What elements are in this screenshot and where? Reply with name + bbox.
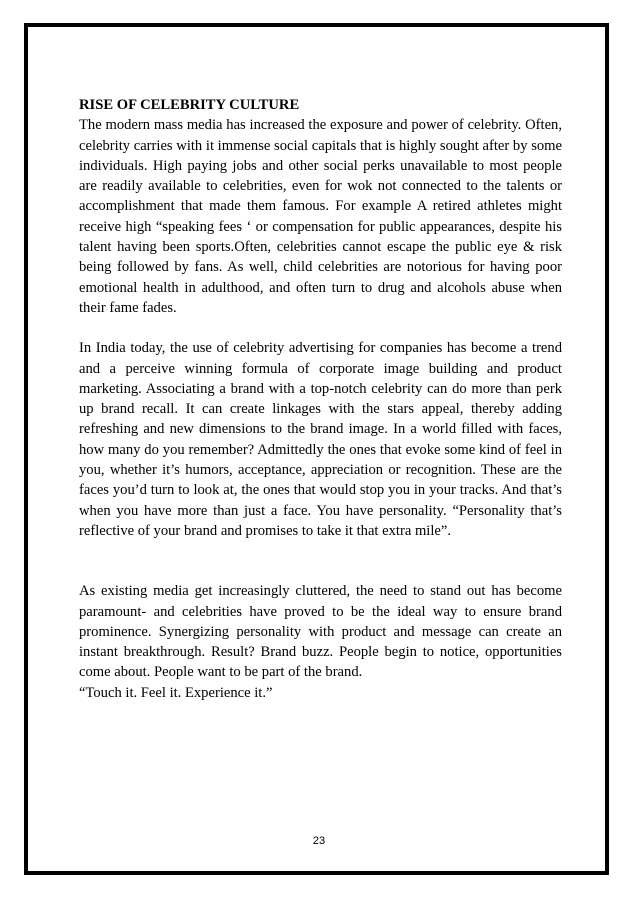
paragraph-celebrity-culture: The modern mass media has increased the exposure and power of celebrity. Often, celebrity carries with it immense social capitals that is highly sought after by some individuals. High paying jobs and other social perks unavailable to most people are readily available to celebrities, even for wok not connected to the talents or accomplishment that made them famous. For example A retired athletes might receive high “speaking fees ‘ or compensation for public appearances, despite his talent having been sports.Often, celebrities cannot escape the public eye & risk being followed by fans. As well, child celebrities are notorious for having poor emotional health in adulthood, and often turn to drug and alcohols abuse when their fame fades. — [79, 117, 562, 316]
paragraph-spacer — [79, 541, 562, 581]
closing-quote: “Touch it. Feel it. Experience it.” — [79, 684, 273, 701]
document-body — [79, 95, 562, 703]
paragraph-spacer — [79, 318, 562, 338]
paragraph-india-advertising: In India today, the use of celebrity advertising for companies has become a trend and a perceive winning formula of corporate image building and product marketing. Associating a brand with a top-notch celebrity can do more than perk up brand recall. It can create linkages with the stars appeal, thereby adding refreshing and new dimensions to the brand image. In a world filled with faces, how many do you remember? Admittedly the ones that evoke some kind of feel in you, whether it’s humors, acceptance, appreciation or recognition. These are the faces you’d turn to look at, the ones that would stop you in your tracks. And that’s when you have more than just a face. You have personality. “Personality that’s reflective of your brand and promises to take it that extra mile”. — [79, 340, 562, 539]
section-heading: RISE OF CELEBRITY CULTURE — [79, 97, 300, 113]
page-number: 23 — [312, 835, 326, 847]
paragraph-media-clutter: As existing media get increasingly cluttered, the need to stand out has become paramount- and celebrities have proved to be the ideal way to ensure brand prominence. Synergizing personality with product and message can create an instant breakthrough. Result? Brand buzz. People begin to notice, opportunities come about. People want to be part of the brand. — [79, 583, 562, 681]
